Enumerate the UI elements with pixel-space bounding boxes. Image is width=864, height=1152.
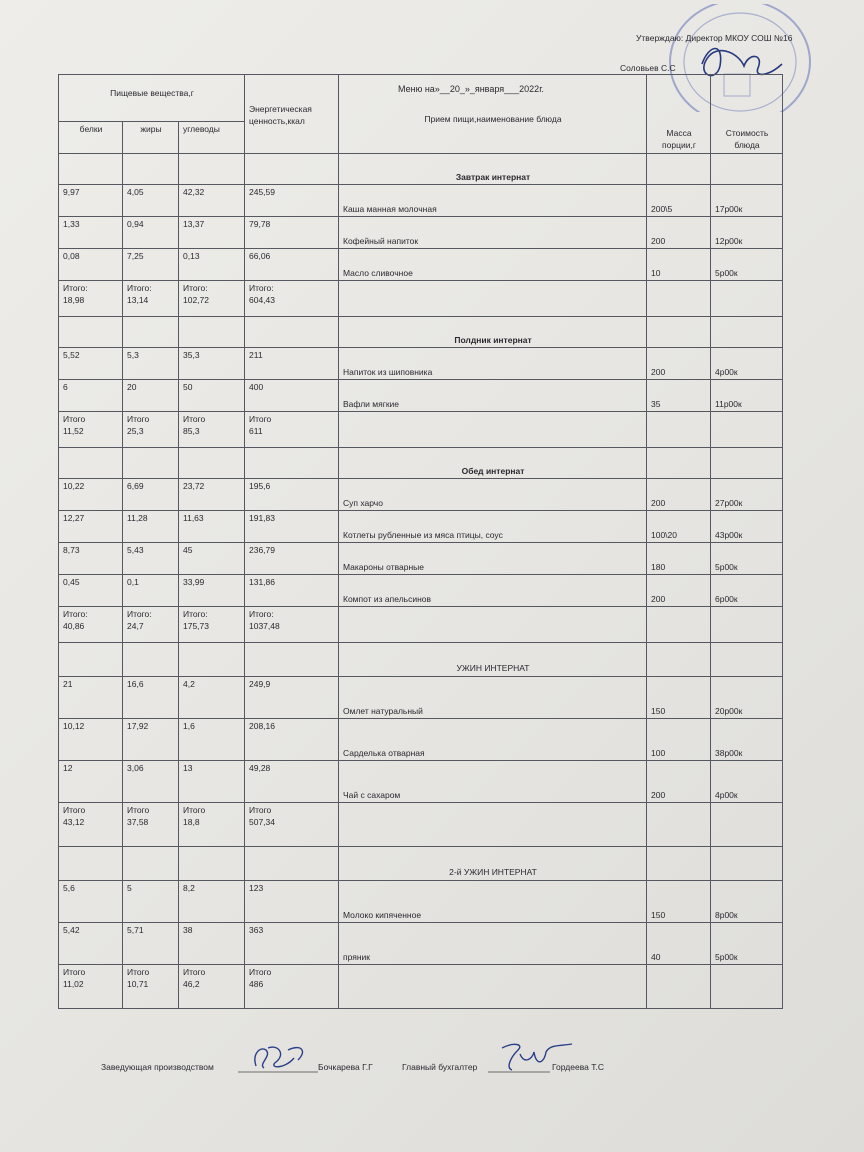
head-label: Заведующая производством <box>101 1062 214 1072</box>
empty-cell <box>59 154 123 185</box>
empty-cell <box>339 965 647 1009</box>
total-label: Итого <box>127 967 150 977</box>
dish-cell: Макароны отварные <box>339 543 647 575</box>
energy-cell: 131,86 <box>245 575 339 607</box>
protein-cell: 5,42 <box>59 923 123 965</box>
table-row <box>59 380 783 412</box>
total-label: Итого: <box>127 609 152 619</box>
total-label: Итого <box>63 805 86 815</box>
protein-cell: 0,45 <box>59 575 123 607</box>
total-value: 507,34 <box>249 817 275 827</box>
protein-cell: 5,6 <box>59 881 123 923</box>
dish-cell: Кофейный напиток <box>339 217 647 249</box>
total-energy-cell <box>245 281 339 317</box>
total-label: Итого <box>249 805 272 815</box>
table-row <box>59 923 783 965</box>
head-signature <box>238 1040 318 1074</box>
energy-cell: 245,59 <box>245 185 339 217</box>
total-value: 18,98 <box>63 295 85 305</box>
empty-cell <box>245 847 339 881</box>
empty-cell <box>123 847 179 881</box>
protein-cell: 10,12 <box>59 719 123 761</box>
total-value: 18,8 <box>183 817 200 827</box>
empty-cell <box>711 317 783 348</box>
price-cell: 38р00к <box>711 719 783 761</box>
carbs-cell: 42,32 <box>179 185 245 217</box>
protein-cell: 12,27 <box>59 511 123 543</box>
mass-cell: 35 <box>647 380 711 412</box>
protein-cell: 10,22 <box>59 479 123 511</box>
empty-cell <box>59 847 123 881</box>
protein-cell: 6 <box>59 380 123 412</box>
total-protein-cell <box>59 965 123 1009</box>
total-carbs-cell <box>179 965 245 1009</box>
total-row <box>59 412 783 448</box>
mass-cell: 200 <box>647 575 711 607</box>
total-fat-cell <box>123 412 179 448</box>
section-title: 2-й УЖИН ИНТЕРНАТ <box>339 847 647 881</box>
total-value: 611 <box>249 426 263 436</box>
total-label: Итого: <box>63 283 88 293</box>
carbs-cell: 33,99 <box>179 575 245 607</box>
total-value: 175,73 <box>183 621 209 631</box>
carbs-cell: 1,6 <box>179 719 245 761</box>
empty-cell <box>339 607 647 643</box>
total-value: 11,02 <box>63 979 84 989</box>
fat-cell: 7,25 <box>123 249 179 281</box>
empty-cell <box>245 448 339 479</box>
protein-cell: 12 <box>59 761 123 803</box>
total-value: 37,58 <box>127 817 149 827</box>
accountant-label: Главный бухгалтер <box>402 1062 478 1072</box>
mass-cell: 150 <box>647 677 711 719</box>
protein-cell: 9,97 <box>59 185 123 217</box>
price-cell: 8р00к <box>711 881 783 923</box>
fat-cell: 5 <box>123 881 179 923</box>
empty-cell <box>339 412 647 448</box>
empty-cell <box>647 847 711 881</box>
total-label: Итого <box>127 805 150 815</box>
carbs-cell: 38 <box>179 923 245 965</box>
price-cell: 5р00к <box>711 249 783 281</box>
table-row <box>59 761 783 803</box>
carbs-cell: 8,2 <box>179 881 245 923</box>
total-value: 1037,48 <box>249 621 280 631</box>
energy-header: Энергетическая ценность,ккал <box>245 75 339 154</box>
dish-cell: Напиток из шиповника <box>339 348 647 380</box>
total-label: Итого <box>183 414 206 424</box>
total-label: Итого <box>63 967 86 977</box>
total-carbs-cell <box>179 803 245 847</box>
empty-cell <box>123 154 179 185</box>
total-row <box>59 607 783 643</box>
mass-cell: 100\20 <box>647 511 711 543</box>
mass-cell: 200\5 <box>647 185 711 217</box>
total-value: 25,3 <box>127 426 144 436</box>
mass-cell: 150 <box>647 881 711 923</box>
empty-cell <box>711 412 783 448</box>
energy-cell: 195,6 <box>245 479 339 511</box>
price-cell: 12р00к <box>711 217 783 249</box>
total-label: Итого <box>249 414 272 424</box>
empty-cell <box>711 803 783 847</box>
nutrients-header: Пищевые вещества,г <box>59 75 245 122</box>
mass-cell: 200 <box>647 761 711 803</box>
empty-cell <box>59 643 123 677</box>
total-protein-cell <box>59 412 123 448</box>
total-label: Итого <box>183 967 206 977</box>
dish-cell: Сарделька отварная <box>339 719 647 761</box>
total-carbs-cell <box>179 281 245 317</box>
price-header: Стоимость блюда <box>711 75 783 154</box>
menu-table <box>58 74 783 1009</box>
mass-cell: 180 <box>647 543 711 575</box>
fat-cell: 4,05 <box>123 185 179 217</box>
protein-cell: 5,52 <box>59 348 123 380</box>
section-title: Обед интернат <box>339 448 647 479</box>
energy-cell: 79,78 <box>245 217 339 249</box>
carbs-cell: 11,63 <box>179 511 245 543</box>
mass-header: Масса порции,г <box>647 75 711 154</box>
total-protein-cell <box>59 281 123 317</box>
empty-cell <box>59 448 123 479</box>
mass-cell: 40 <box>647 923 711 965</box>
price-cell: 11р00к <box>711 380 783 412</box>
header-row-top <box>59 75 783 122</box>
price-cell: 5р00к <box>711 923 783 965</box>
empty-cell <box>647 317 711 348</box>
section-row <box>59 448 783 479</box>
total-value: 13,14 <box>127 295 149 305</box>
energy-cell: 400 <box>245 380 339 412</box>
section-title: Завтрак интернат <box>339 154 647 185</box>
price-cell: 4р00к <box>711 761 783 803</box>
menu-title: Меню на»__20_»_января___2022г. <box>398 84 544 94</box>
dish-cell: Котлеты рубленные из мяса птицы, соус <box>339 511 647 543</box>
empty-cell <box>711 847 783 881</box>
carbs-cell: 4,2 <box>179 677 245 719</box>
price-cell: 17р00к <box>711 185 783 217</box>
table-row <box>59 511 783 543</box>
empty-cell <box>245 154 339 185</box>
mass-cell: 200 <box>647 479 711 511</box>
protein-cell: 8,73 <box>59 543 123 575</box>
fat-cell: 0,1 <box>123 575 179 607</box>
table-row <box>59 575 783 607</box>
energy-cell: 208,16 <box>245 719 339 761</box>
empty-cell <box>59 317 123 348</box>
protein-cell: 0,08 <box>59 249 123 281</box>
empty-cell <box>647 281 711 317</box>
energy-cell: 211 <box>245 348 339 380</box>
head-name: Бочкарева Г.Г <box>318 1062 373 1072</box>
mass-cell: 200 <box>647 217 711 249</box>
price-cell: 5р00к <box>711 543 783 575</box>
empty-cell <box>647 965 711 1009</box>
fat-cell: 20 <box>123 380 179 412</box>
table-row <box>59 185 783 217</box>
total-energy-cell <box>245 412 339 448</box>
table-row <box>59 348 783 380</box>
empty-cell <box>339 803 647 847</box>
total-value: 40,86 <box>63 621 85 631</box>
total-value: 604,43 <box>249 295 275 305</box>
protein-cell: 21 <box>59 677 123 719</box>
protein-header: белки <box>59 122 123 154</box>
empty-cell <box>647 803 711 847</box>
empty-cell <box>245 643 339 677</box>
empty-cell <box>179 448 245 479</box>
approval-name: Соловьев С.С <box>620 63 676 73</box>
table-row <box>59 249 783 281</box>
total-carbs-cell <box>179 607 245 643</box>
fat-cell: 5,43 <box>123 543 179 575</box>
price-cell: 43р00к <box>711 511 783 543</box>
empty-cell <box>123 317 179 348</box>
empty-cell <box>647 448 711 479</box>
dish-cell: Чай с сахаром <box>339 761 647 803</box>
section-title: Полдник интернат <box>339 317 647 348</box>
total-protein-cell <box>59 803 123 847</box>
dish-cell: Молоко кипяченное <box>339 881 647 923</box>
empty-cell <box>179 643 245 677</box>
section-row <box>59 847 783 881</box>
section-row <box>59 317 783 348</box>
total-value: 10,71 <box>127 979 149 989</box>
fat-cell: 5,3 <box>123 348 179 380</box>
empty-cell <box>711 448 783 479</box>
mass-cell: 10 <box>647 249 711 281</box>
empty-cell <box>647 154 711 185</box>
total-label: Итого <box>127 414 150 424</box>
price-cell: 6р00к <box>711 575 783 607</box>
dish-cell: Омлет натуральный <box>339 677 647 719</box>
total-label: Итого <box>63 414 86 424</box>
total-value: 486 <box>249 979 264 989</box>
section-row <box>59 154 783 185</box>
carbs-cell: 35,3 <box>179 348 245 380</box>
total-value: 24,7 <box>127 621 144 631</box>
total-row <box>59 965 783 1009</box>
carbs-cell: 23,72 <box>179 479 245 511</box>
fat-cell: 16,6 <box>123 677 179 719</box>
total-value: 102,72 <box>183 295 209 305</box>
energy-cell: 236,79 <box>245 543 339 575</box>
dish-cell: Суп харчо <box>339 479 647 511</box>
total-label: Итого: <box>183 609 208 619</box>
total-value: 43,12 <box>63 817 85 827</box>
total-fat-cell <box>123 803 179 847</box>
total-label: Итого: <box>183 283 208 293</box>
meal-header: Прием пищи,наименование блюда <box>339 75 647 154</box>
total-row <box>59 281 783 317</box>
energy-cell: 249,9 <box>245 677 339 719</box>
empty-cell <box>245 317 339 348</box>
empty-cell <box>123 643 179 677</box>
empty-cell <box>711 281 783 317</box>
fat-cell: 6,69 <box>123 479 179 511</box>
total-label: Итого: <box>127 283 152 293</box>
total-label: Итого: <box>63 609 88 619</box>
empty-cell <box>647 412 711 448</box>
energy-cell: 66,06 <box>245 249 339 281</box>
table-row <box>59 881 783 923</box>
dish-cell: Масло сливочное <box>339 249 647 281</box>
total-fat-cell <box>123 281 179 317</box>
empty-cell <box>179 317 245 348</box>
approval-line: Утверждаю: Директор МКОУ СОШ №16 <box>636 33 793 43</box>
table-row <box>59 677 783 719</box>
accountant-name: Гордеева Т.С <box>552 1062 604 1072</box>
fat-cell: 5,71 <box>123 923 179 965</box>
energy-cell: 123 <box>245 881 339 923</box>
empty-cell <box>339 281 647 317</box>
total-label: Итого: <box>249 283 274 293</box>
total-label: Итого <box>249 967 272 977</box>
table-row <box>59 719 783 761</box>
empty-cell <box>179 847 245 881</box>
total-energy-cell <box>245 803 339 847</box>
empty-cell <box>711 154 783 185</box>
table-row <box>59 217 783 249</box>
total-fat-cell <box>123 607 179 643</box>
energy-cell: 191,83 <box>245 511 339 543</box>
dish-cell: пряник <box>339 923 647 965</box>
price-cell: 4р00к <box>711 348 783 380</box>
empty-cell <box>647 643 711 677</box>
fat-cell: 3,06 <box>123 761 179 803</box>
total-row <box>59 803 783 847</box>
protein-cell: 1,33 <box>59 217 123 249</box>
section-row <box>59 643 783 677</box>
total-value: 11,52 <box>63 426 84 436</box>
section-title: УЖИН ИНТЕРНАТ <box>339 643 647 677</box>
fat-cell: 0,94 <box>123 217 179 249</box>
empty-cell <box>647 607 711 643</box>
energy-cell: 363 <box>245 923 339 965</box>
total-protein-cell <box>59 607 123 643</box>
fat-header: жиры <box>123 122 179 154</box>
dish-cell: Вафли мягкие <box>339 380 647 412</box>
price-cell: 20р00к <box>711 677 783 719</box>
total-value: 46,2 <box>183 979 200 989</box>
empty-cell <box>711 607 783 643</box>
dish-cell: Компот из апельсинов <box>339 575 647 607</box>
empty-cell <box>123 448 179 479</box>
carbs-cell: 13 <box>179 761 245 803</box>
empty-cell <box>711 643 783 677</box>
total-label: Итого: <box>249 609 274 619</box>
total-fat-cell <box>123 965 179 1009</box>
price-cell: 27р00к <box>711 479 783 511</box>
total-energy-cell <box>245 965 339 1009</box>
fat-cell: 11,28 <box>123 511 179 543</box>
dish-cell: Каша манная молочная <box>339 185 647 217</box>
carbs-cell: 45 <box>179 543 245 575</box>
total-value: 85,3 <box>183 426 200 436</box>
fat-cell: 17,92 <box>123 719 179 761</box>
energy-cell: 49,28 <box>245 761 339 803</box>
empty-cell <box>179 154 245 185</box>
carbs-cell: 0,13 <box>179 249 245 281</box>
carbs-header: углеводы <box>179 122 245 154</box>
table-row <box>59 479 783 511</box>
total-energy-cell <box>245 607 339 643</box>
carbs-cell: 50 <box>179 380 245 412</box>
mass-cell: 100 <box>647 719 711 761</box>
total-label: Итого <box>183 805 206 815</box>
carbs-cell: 13,37 <box>179 217 245 249</box>
mass-cell: 200 <box>647 348 711 380</box>
total-carbs-cell <box>179 412 245 448</box>
table-row <box>59 543 783 575</box>
empty-cell <box>711 965 783 1009</box>
